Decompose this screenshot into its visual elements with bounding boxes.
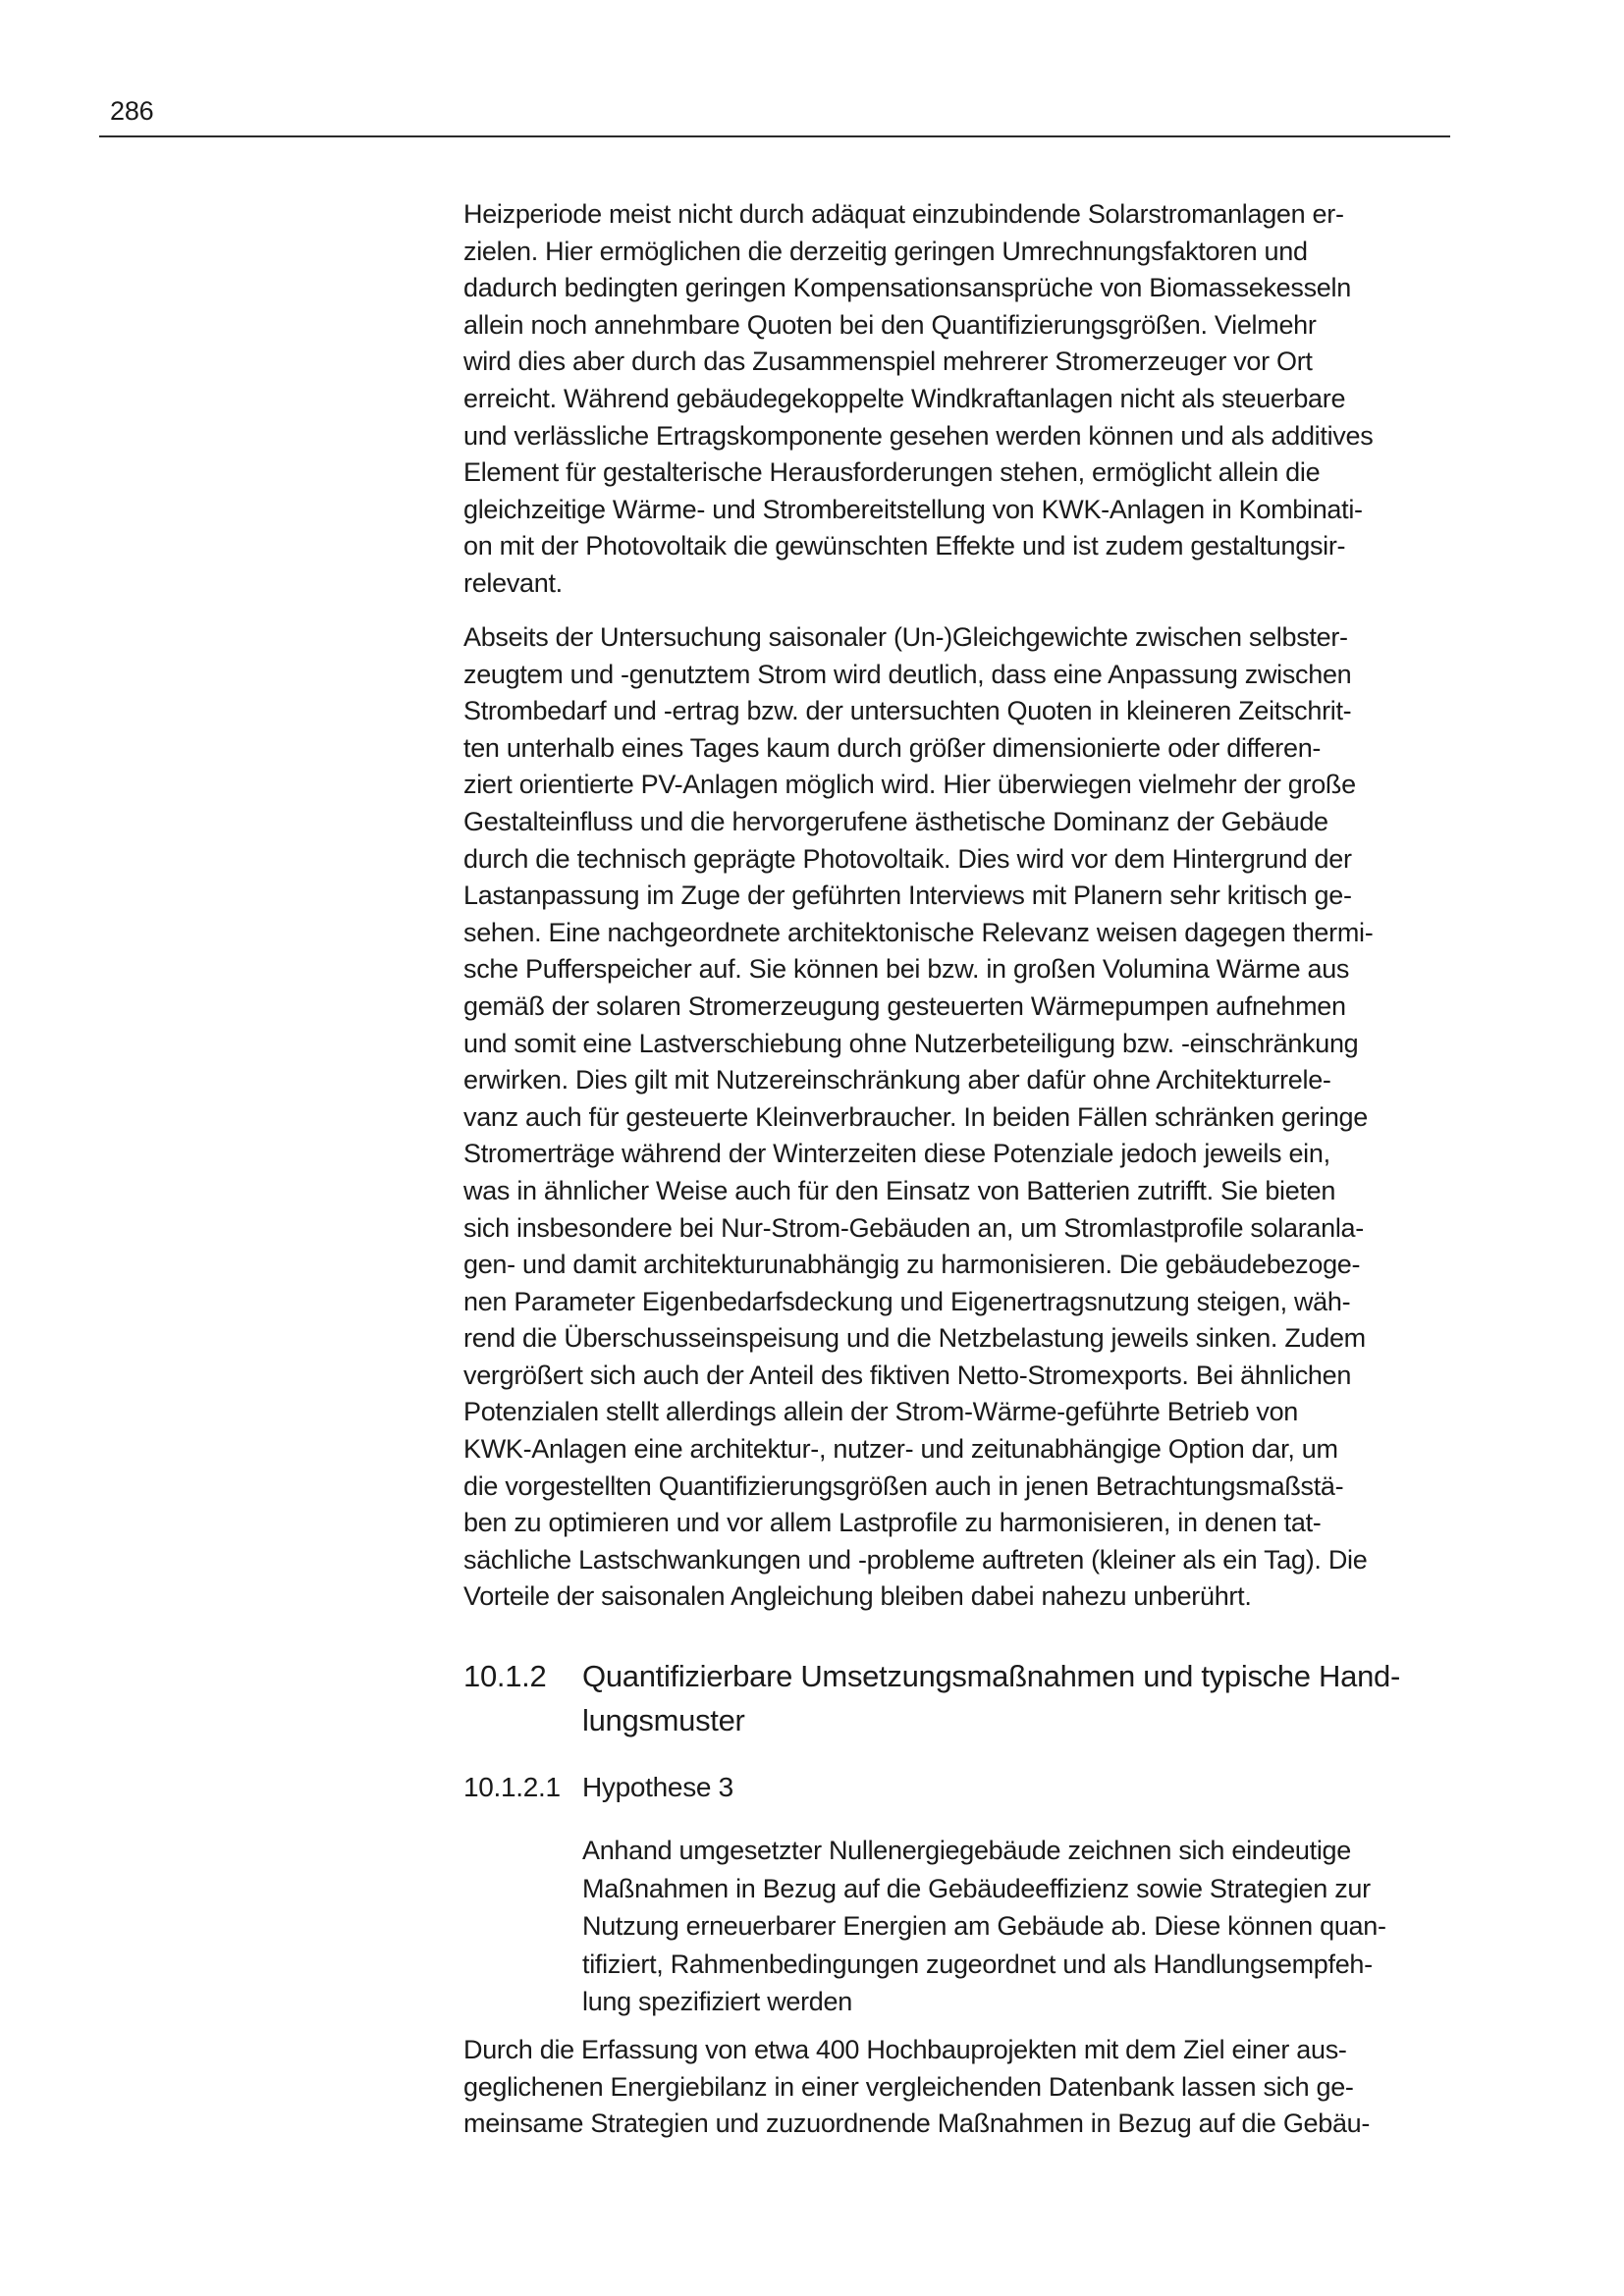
text-line: und verlässliche Ertragskomponente gesehen werden können und als additives xyxy=(463,420,1374,451)
text-line: Strombedarf und -ertrag bzw. der untersuchten Quoten in kleineren Zeitschrit- xyxy=(463,696,1352,726)
paragraph-1 xyxy=(463,196,1373,603)
text-line: sche Pufferspeicher auf. Sie können bei bzw. in großen Volumina Wärme aus xyxy=(463,954,1350,985)
text-line: Quantifizierbare Umsetzungsmaßnahmen und typische Hand- xyxy=(582,1659,1400,1693)
section-heading-text xyxy=(582,1654,1400,1742)
text-line: erwirken. Dies gilt mit Nutzereinschränkung aber dafür ohne Architekturrele- xyxy=(463,1065,1331,1095)
section-heading xyxy=(463,1654,1400,1742)
text-line: nen Parameter Eigenbedarfsdeckung und Eigenertragsnutzung steigen, wäh- xyxy=(463,1286,1351,1316)
text-line: Durch die Erfassung von etwa 400 Hochbauprojekten mit dem Ziel einer aus- xyxy=(463,2035,1347,2064)
text-line: ben zu optimieren und vor allem Lastprofile zu harmonisieren, in denen tat- xyxy=(463,1508,1322,1538)
text-line: sehen. Eine nachgeordnete architektonische Relevanz weisen dagegen thermi- xyxy=(463,917,1374,947)
text-line: on mit der Photovoltaik die gewünschten Effekte und ist zudem gestaltungsir- xyxy=(463,531,1346,561)
text-line: tifiziert, Rahmenbedingungen zugeordnet und als Handlungsempfeh- xyxy=(582,1949,1373,1979)
text-line: vergrößert sich auch der Anteil des fiktiven Netto-Stromexports. Bei ähnlichen xyxy=(463,1360,1352,1390)
text-line: Vorteile der saisonalen Angleichung bleiben dabei nahezu unberührt. xyxy=(463,1581,1252,1612)
text-line: lung spezifiziert werden xyxy=(582,1987,852,2016)
text-line: und somit eine Lastverschiebung ohne Nutzerbeteiligung bzw. -einschränkung xyxy=(463,1028,1359,1058)
hypothesis-block xyxy=(582,1832,1386,2021)
text-line: zielen. Hier ermöglichen die derzeitig geringen Umrechnungsfaktoren und xyxy=(463,236,1308,266)
text-line: geglichenen Energiebilanz in einer vergleichenden Datenbank lassen sich ge- xyxy=(463,2071,1354,2102)
text-line: lungsmuster xyxy=(582,1703,745,1737)
text-line: rend die Überschusseinspeisung und die Netzbelastung jeweils sinken. Zudem xyxy=(463,1323,1366,1354)
text-line: sächliche Lastschwankungen und -probleme auftreten (kleiner als ein Tag). Die xyxy=(463,1544,1368,1575)
subsection-heading xyxy=(463,1769,733,1806)
text-line: die vorgestellten Quantifizierungsgrößen auch in jenen Betrachtungsmaßstä- xyxy=(463,1470,1344,1501)
paragraph-2 xyxy=(463,619,1373,1616)
text-line: ten unterhalb eines Tages kaum durch größer dimensionierte oder differen- xyxy=(463,732,1322,763)
text-line: Abseits der Untersuchung saisonaler (Un-)Gleichgewichte zwischen selbster- xyxy=(463,622,1348,652)
page-number: 286 xyxy=(110,96,154,126)
section-heading-number: 10.1.2 xyxy=(463,1659,547,1693)
text-line: Heizperiode meist nicht durch adäquat einzubindende Solarstromanlagen er- xyxy=(463,199,1344,229)
text-line: was in ähnlicher Weise auch für den Einsatz von Batterien zutrifft. Sie bieten xyxy=(463,1175,1336,1205)
text-line: durch die technisch geprägte Photovoltaik. Dies wird vor dem Hintergrund der xyxy=(463,843,1352,874)
text-line: vanz auch für gesteuerte Kleinverbraucher. In beiden Fällen schränken geringe xyxy=(463,1101,1368,1132)
text-line: gleichzeitige Wärme- und Strombereitstellung von KWK-Anlagen in Kombinati- xyxy=(463,494,1363,524)
text-line: wird dies aber durch das Zusammenspiel mehrerer Stromerzeuger vor Ort xyxy=(463,347,1313,377)
text-line: erreicht. Während gebäudegekoppelte Windkraftanlagen nicht als steuerbare xyxy=(463,383,1346,413)
text-line: sich insbesondere bei Nur-Strom-Gebäuden an, um Stromlastprofile solaranla- xyxy=(463,1212,1364,1243)
text-line: allein noch annehmbare Quoten bei den Quantifizierungsgrößen. Vielmehr xyxy=(463,309,1317,340)
header-rule xyxy=(99,135,1450,137)
text-line: Gestalteinfluss und die hervorgerufene ästhetische Dominanz der Gebäude xyxy=(463,806,1328,836)
text-line: Potenzialen stellt allerdings allein der Strom-Wärme-geführte Betrieb von xyxy=(463,1397,1299,1427)
subsection-heading-number: 10.1.2.1 xyxy=(463,1772,561,1802)
text-line: zeugtem und -genutztem Strom wird deutlich, dass eine Anpassung zwischen xyxy=(463,659,1352,689)
text-line: ziert orientierte PV-Anlagen möglich wird. Hier überwiegen vielmehr der große xyxy=(463,770,1356,800)
text-line: Stromerträge während der Winterzeiten diese Potenziale jedoch jeweils ein, xyxy=(463,1139,1330,1169)
subsection-heading-title: Hypothese 3 xyxy=(582,1772,733,1802)
text-line: relevant. xyxy=(463,567,563,598)
text-line: Anhand umgesetzter Nullenergiegebäude zeichnen sich eindeutige xyxy=(582,1836,1351,1865)
text-line: Nutzung erneuerbarer Energien am Gebäude ab. Diese können quan- xyxy=(582,1911,1386,1941)
text-line: gen- und damit architekturunabhängig zu harmonisieren. Die gebäudebezoge- xyxy=(463,1250,1361,1280)
text-line: gemäß der solaren Stromerzeugung gesteuerten Wärmepumpen aufnehmen xyxy=(463,990,1346,1021)
text-line: meinsame Strategien und zuzuordnende Maßnahmen in Bezug auf die Gebäu- xyxy=(463,2109,1371,2139)
text-line: KWK-Anlagen eine architektur-, nutzer- und zeitunabhängige Option dar, um xyxy=(463,1434,1338,1465)
text-line: Maßnahmen in Bezug auf die Gebäudeeffizienz sowie Strategien zur xyxy=(582,1873,1371,1903)
text-line: dadurch bedingten geringen Kompensationsansprüche von Biomassekesseln xyxy=(463,273,1351,303)
text-line: Element für gestalterische Herausforderungen stehen, ermöglicht allein die xyxy=(463,457,1321,488)
paragraph-3 xyxy=(463,2032,1370,2143)
text-line: Lastanpassung im Zuge der geführten Interviews mit Planern sehr kritisch ge- xyxy=(463,881,1352,911)
